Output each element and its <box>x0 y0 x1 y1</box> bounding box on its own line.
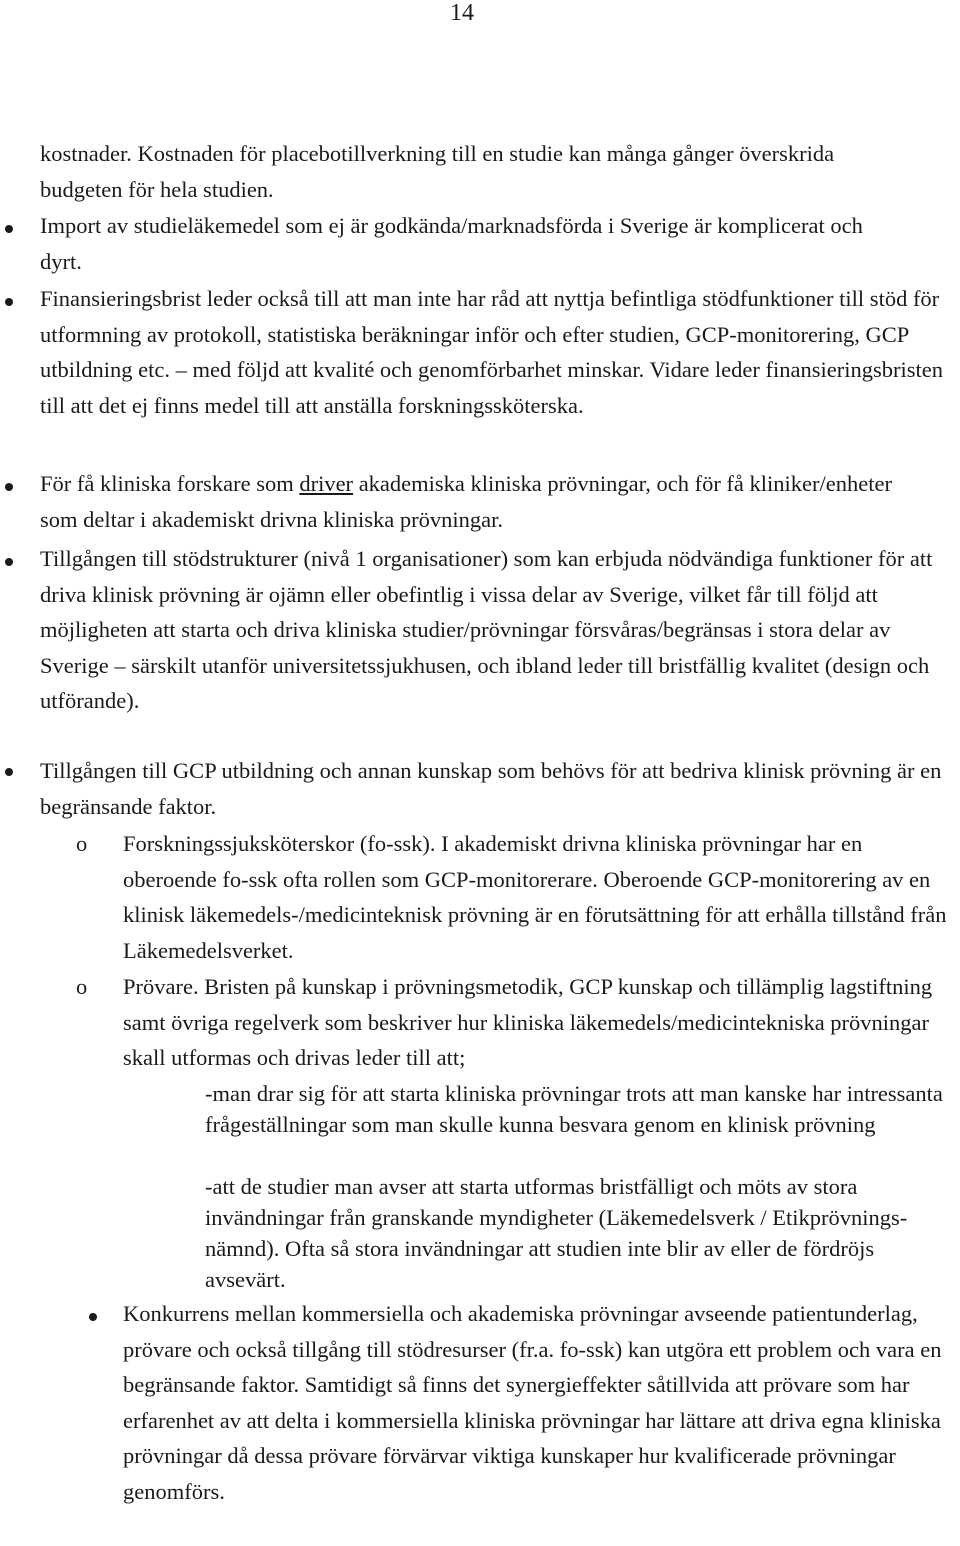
bullet-icon <box>89 1313 97 1321</box>
circle-bullet-icon: o <box>76 974 88 999</box>
bullet-item-import: Import av studieläkemedel som ej är godkända/marknadsförda i Sverige är komplicerat och dyrt. <box>40 213 863 274</box>
bullet-text-after: akademiska kliniska prövningar, och för få kliniker/enheter som deltar i akademiskt drivna kliniska prövningar. <box>40 471 892 532</box>
bullet-item-researchers <box>40 466 920 537</box>
bullet-text-before: För få kliniska forskare som <box>40 471 300 496</box>
bullet-item-gcp-training: Tillgången till GCP utbildning och annan kunskap som behövs för att bedriva klinisk prövning är en begränsande faktor. <box>40 758 942 819</box>
bullet-icon <box>5 558 13 566</box>
page-number: 14 <box>450 0 474 26</box>
subitem-research-nurses: Forskningssjuksköterskor (fo-ssk). I akademiskt drivna kliniska prövningar har en oberoende fo-ssk ofta rollen som GCP-monitorerare. Oberoende GCP-monitorering av en klinisk läkemedels-/medicinteknisk prövning är en förutsättning för att erhålla tillstånd från Läkemedelsverket. <box>123 831 947 963</box>
bullet-icon <box>5 768 13 776</box>
consequence-item: -man drar sig för att starta kliniska prövningar trots att man kanske har intressanta frågeställningar som man skulle kunna besvara genom en klinisk prövning <box>205 1081 943 1137</box>
bullet-item-financing: Finansieringsbrist leder också till att man inte har råd att nyttja befintliga stödfunktioner till stöd för utformning av protokoll, statistiska beräkningar inför och efter studien, GCP-monitorering, GCP utbildning etc. – med följd att kvalité och genomförbarhet minskar. Vidare leder finansieringsbristen till att det ej finns medel till att anställa forskningssköterska. <box>40 286 943 418</box>
bullet-item-support-structures: Tillgången till stödstrukturer (nivå 1 organisationer) som kan erbjuda nödvändiga funktioner för att driva klinisk prövning är ojämn eller obefintlig i vissa delar av Sverige, vilket får till följd att möjligheten att starta och driva kliniska studier/prövningar försvåras/begränsas i stora delar av Sverige – särskilt utanför universitetssjukhusen, och ibland leder till bristfällig kvalitet (design och utförande). <box>40 546 933 713</box>
consequence-item: -att de studier man avser att starta utformas bristfälligt och möts av stora invändningar från granskande myndigheter (Läkemedelsverk / Etikprövnings-nämnd). Ofta så stora invändningar att studien inte blir av eller de fördröjs avsevärt. <box>205 1174 908 1292</box>
circle-bullet-icon: o <box>76 831 88 856</box>
intro-paragraph: kostnader. Kostnaden för placebotillverkning till en studie kan många gånger överskrida budgeten för hela studien. <box>40 141 835 202</box>
bullet-icon <box>5 483 13 491</box>
bullet-text-underlined: driver <box>299 471 354 496</box>
subitem-investigators: Prövare. Bristen på kunskap i prövningsmetodik, GCP kunskap och tillämplig lagstiftning samt övriga regelverk som beskriver hur kliniska läkemedels/medicintekniska prövningar skall utformas och drivas leder till att; <box>123 974 933 1070</box>
bullet-icon <box>5 298 13 306</box>
bullet-item-competition: Konkurrens mellan kommersiella och akademiska prövningar avseende patientunderlag, prövare och också tillgång till stödresurser (fr.a. fo-ssk) kan utgöra ett problem och vara en begränsande faktor. Samtidigt så finns det synergieffekter såtillvida att prövare som har erfarenhet av att delta i kommersiella kliniska prövningar har lättare att driva egna kliniska prövningar då dessa prövare förvärvar viktiga kunskaper hur kvalificerade prövningar genomförs. <box>123 1301 942 1504</box>
bullet-icon <box>5 225 13 233</box>
